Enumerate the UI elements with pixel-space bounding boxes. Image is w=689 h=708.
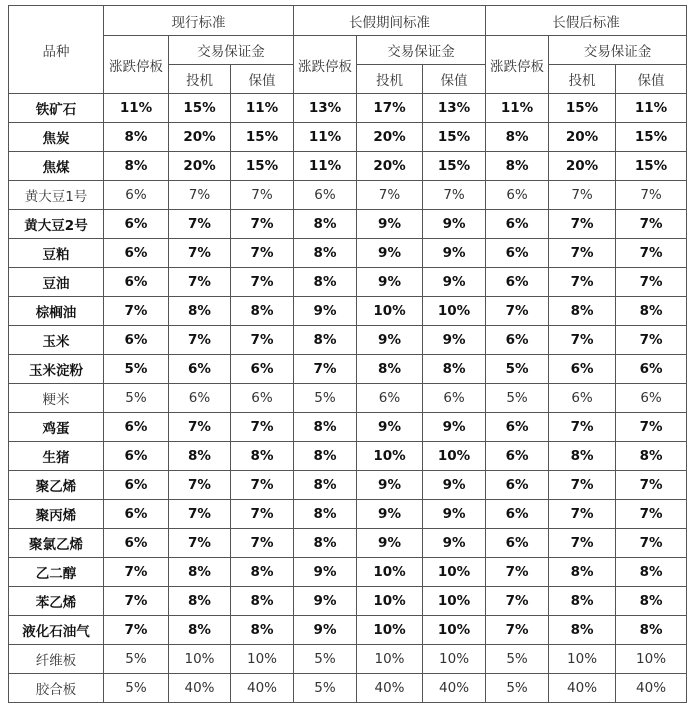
value-cell: 8% bbox=[549, 558, 616, 587]
value-cell: 9% bbox=[423, 500, 486, 529]
value-cell: 7% bbox=[616, 471, 687, 500]
value-cell: 7% bbox=[104, 558, 169, 587]
value-cell: 6% bbox=[169, 384, 231, 413]
value-cell: 6% bbox=[231, 355, 294, 384]
value-cell: 8% bbox=[169, 558, 231, 587]
value-cell: 6% bbox=[486, 471, 549, 500]
header-hedge-after: 保值 bbox=[616, 65, 687, 94]
variety-cell: 豆油 bbox=[9, 268, 104, 297]
table-row bbox=[9, 471, 687, 500]
value-cell: 8% bbox=[486, 152, 549, 181]
value-cell: 6% bbox=[104, 239, 169, 268]
value-cell: 40% bbox=[549, 674, 616, 703]
header-margin-current: 交易保证金 bbox=[169, 36, 294, 65]
header-limit-after: 涨跌停板 bbox=[486, 36, 549, 94]
value-cell: 10% bbox=[616, 645, 687, 674]
value-cell: 7% bbox=[169, 326, 231, 355]
value-cell: 9% bbox=[357, 268, 423, 297]
header-row-sub bbox=[9, 36, 687, 65]
table-row bbox=[9, 413, 687, 442]
header-variety: 品种 bbox=[9, 6, 104, 94]
value-cell: 9% bbox=[423, 529, 486, 558]
value-cell: 9% bbox=[357, 210, 423, 239]
value-cell: 9% bbox=[357, 239, 423, 268]
header-hedge-current: 保值 bbox=[231, 65, 294, 94]
variety-cell: 聚乙烯 bbox=[9, 471, 104, 500]
header-spec-current: 投机 bbox=[169, 65, 231, 94]
value-cell: 5% bbox=[294, 674, 357, 703]
value-cell: 8% bbox=[169, 587, 231, 616]
value-cell: 13% bbox=[423, 94, 486, 123]
value-cell: 9% bbox=[423, 471, 486, 500]
value-cell: 9% bbox=[357, 413, 423, 442]
value-cell: 7% bbox=[169, 268, 231, 297]
value-cell: 8% bbox=[294, 268, 357, 297]
value-cell: 9% bbox=[294, 558, 357, 587]
value-cell: 8% bbox=[231, 442, 294, 471]
value-cell: 7% bbox=[169, 181, 231, 210]
header-group-current: 现行标准 bbox=[104, 6, 294, 36]
table-row bbox=[9, 384, 687, 413]
value-cell: 7% bbox=[231, 239, 294, 268]
value-cell: 7% bbox=[486, 587, 549, 616]
value-cell: 10% bbox=[357, 297, 423, 326]
value-cell: 5% bbox=[104, 674, 169, 703]
value-cell: 10% bbox=[169, 645, 231, 674]
table-row bbox=[9, 500, 687, 529]
value-cell: 8% bbox=[104, 123, 169, 152]
value-cell: 7% bbox=[357, 181, 423, 210]
value-cell: 6% bbox=[486, 413, 549, 442]
variety-cell: 聚氯乙烯 bbox=[9, 529, 104, 558]
value-cell: 15% bbox=[549, 94, 616, 123]
table-row bbox=[9, 529, 687, 558]
value-cell: 10% bbox=[423, 297, 486, 326]
variety-cell: 液化石油气 bbox=[9, 616, 104, 645]
value-cell: 15% bbox=[423, 152, 486, 181]
value-cell: 7% bbox=[616, 413, 687, 442]
value-cell: 8% bbox=[231, 616, 294, 645]
value-cell: 40% bbox=[357, 674, 423, 703]
value-cell: 6% bbox=[104, 181, 169, 210]
value-cell: 7% bbox=[616, 326, 687, 355]
value-cell: 15% bbox=[169, 94, 231, 123]
value-cell: 15% bbox=[231, 123, 294, 152]
value-cell: 7% bbox=[169, 413, 231, 442]
header-limit-holiday: 涨跌停板 bbox=[294, 36, 357, 94]
value-cell: 7% bbox=[169, 529, 231, 558]
value-cell: 8% bbox=[616, 297, 687, 326]
value-cell: 7% bbox=[616, 181, 687, 210]
value-cell: 8% bbox=[231, 297, 294, 326]
value-cell: 6% bbox=[357, 384, 423, 413]
table-row bbox=[9, 326, 687, 355]
table-row bbox=[9, 152, 687, 181]
value-cell: 7% bbox=[169, 500, 231, 529]
value-cell: 7% bbox=[231, 471, 294, 500]
value-cell: 8% bbox=[294, 471, 357, 500]
value-cell: 17% bbox=[357, 94, 423, 123]
value-cell: 9% bbox=[294, 616, 357, 645]
value-cell: 5% bbox=[294, 384, 357, 413]
value-cell: 7% bbox=[231, 326, 294, 355]
value-cell: 7% bbox=[104, 297, 169, 326]
value-cell: 40% bbox=[169, 674, 231, 703]
variety-cell: 焦煤 bbox=[9, 152, 104, 181]
value-cell: 8% bbox=[294, 442, 357, 471]
value-cell: 15% bbox=[616, 123, 687, 152]
value-cell: 10% bbox=[423, 645, 486, 674]
value-cell: 5% bbox=[486, 384, 549, 413]
value-cell: 15% bbox=[423, 123, 486, 152]
variety-cell: 棕榈油 bbox=[9, 297, 104, 326]
value-cell: 5% bbox=[104, 355, 169, 384]
value-cell: 20% bbox=[357, 152, 423, 181]
value-cell: 8% bbox=[357, 355, 423, 384]
table-row bbox=[9, 616, 687, 645]
value-cell: 10% bbox=[357, 645, 423, 674]
value-cell: 10% bbox=[231, 645, 294, 674]
value-cell: 7% bbox=[231, 529, 294, 558]
value-cell: 10% bbox=[423, 587, 486, 616]
value-cell: 6% bbox=[104, 500, 169, 529]
value-cell: 20% bbox=[169, 123, 231, 152]
value-cell: 6% bbox=[486, 529, 549, 558]
value-cell: 8% bbox=[294, 500, 357, 529]
variety-cell: 鸡蛋 bbox=[9, 413, 104, 442]
value-cell: 7% bbox=[616, 529, 687, 558]
value-cell: 6% bbox=[104, 413, 169, 442]
value-cell: 6% bbox=[104, 471, 169, 500]
value-cell: 9% bbox=[423, 326, 486, 355]
value-cell: 10% bbox=[423, 558, 486, 587]
variety-cell: 黄大豆2号 bbox=[9, 210, 104, 239]
value-cell: 7% bbox=[423, 181, 486, 210]
value-cell: 6% bbox=[423, 384, 486, 413]
value-cell: 7% bbox=[549, 500, 616, 529]
header-spec-after: 投机 bbox=[549, 65, 616, 94]
value-cell: 8% bbox=[549, 616, 616, 645]
value-cell: 40% bbox=[616, 674, 687, 703]
value-cell: 5% bbox=[104, 645, 169, 674]
value-cell: 7% bbox=[549, 181, 616, 210]
value-cell: 7% bbox=[549, 239, 616, 268]
value-cell: 8% bbox=[486, 123, 549, 152]
value-cell: 7% bbox=[231, 413, 294, 442]
table-row bbox=[9, 123, 687, 152]
value-cell: 9% bbox=[423, 239, 486, 268]
variety-cell: 黄大豆1号 bbox=[9, 181, 104, 210]
value-cell: 20% bbox=[357, 123, 423, 152]
value-cell: 7% bbox=[169, 239, 231, 268]
value-cell: 7% bbox=[549, 471, 616, 500]
value-cell: 15% bbox=[231, 152, 294, 181]
variety-cell: 乙二醇 bbox=[9, 558, 104, 587]
value-cell: 20% bbox=[169, 152, 231, 181]
value-cell: 9% bbox=[294, 587, 357, 616]
value-cell: 6% bbox=[486, 181, 549, 210]
value-cell: 8% bbox=[616, 587, 687, 616]
value-cell: 9% bbox=[357, 326, 423, 355]
value-cell: 8% bbox=[169, 616, 231, 645]
variety-cell: 铁矿石 bbox=[9, 94, 104, 123]
value-cell: 7% bbox=[486, 297, 549, 326]
value-cell: 10% bbox=[423, 616, 486, 645]
table-row bbox=[9, 442, 687, 471]
value-cell: 7% bbox=[549, 529, 616, 558]
table-row bbox=[9, 674, 687, 703]
value-cell: 10% bbox=[357, 442, 423, 471]
value-cell: 5% bbox=[486, 645, 549, 674]
value-cell: 11% bbox=[616, 94, 687, 123]
value-cell: 9% bbox=[423, 413, 486, 442]
value-cell: 8% bbox=[549, 587, 616, 616]
value-cell: 7% bbox=[616, 500, 687, 529]
value-cell: 6% bbox=[486, 326, 549, 355]
value-cell: 6% bbox=[104, 529, 169, 558]
value-cell: 40% bbox=[423, 674, 486, 703]
variety-cell: 玉米淀粉 bbox=[9, 355, 104, 384]
value-cell: 5% bbox=[294, 645, 357, 674]
table-row bbox=[9, 94, 687, 123]
variety-cell: 粳米 bbox=[9, 384, 104, 413]
value-cell: 7% bbox=[616, 239, 687, 268]
value-cell: 8% bbox=[294, 210, 357, 239]
value-cell: 6% bbox=[486, 239, 549, 268]
value-cell: 6% bbox=[104, 210, 169, 239]
value-cell: 6% bbox=[486, 268, 549, 297]
value-cell: 8% bbox=[169, 442, 231, 471]
table-row bbox=[9, 181, 687, 210]
value-cell: 5% bbox=[104, 384, 169, 413]
value-cell: 6% bbox=[616, 355, 687, 384]
value-cell: 8% bbox=[616, 558, 687, 587]
header-row-groups bbox=[9, 6, 687, 36]
value-cell: 7% bbox=[486, 616, 549, 645]
table-row bbox=[9, 355, 687, 384]
value-cell: 8% bbox=[294, 326, 357, 355]
value-cell: 11% bbox=[231, 94, 294, 123]
value-cell: 10% bbox=[357, 558, 423, 587]
value-cell: 5% bbox=[486, 355, 549, 384]
value-cell: 6% bbox=[104, 326, 169, 355]
value-cell: 7% bbox=[231, 181, 294, 210]
variety-cell: 生猪 bbox=[9, 442, 104, 471]
value-cell: 10% bbox=[357, 616, 423, 645]
value-cell: 10% bbox=[549, 645, 616, 674]
value-cell: 7% bbox=[549, 210, 616, 239]
value-cell: 7% bbox=[169, 471, 231, 500]
value-cell: 20% bbox=[549, 123, 616, 152]
value-cell: 8% bbox=[169, 297, 231, 326]
value-cell: 5% bbox=[486, 674, 549, 703]
value-cell: 9% bbox=[357, 471, 423, 500]
table-row bbox=[9, 210, 687, 239]
value-cell: 8% bbox=[104, 152, 169, 181]
variety-cell: 豆粕 bbox=[9, 239, 104, 268]
value-cell: 13% bbox=[294, 94, 357, 123]
header-spec-holiday: 投机 bbox=[357, 65, 423, 94]
value-cell: 6% bbox=[294, 181, 357, 210]
value-cell: 8% bbox=[423, 355, 486, 384]
value-cell: 8% bbox=[294, 239, 357, 268]
value-cell: 9% bbox=[423, 210, 486, 239]
value-cell: 9% bbox=[423, 268, 486, 297]
value-cell: 10% bbox=[357, 587, 423, 616]
variety-cell: 苯乙烯 bbox=[9, 587, 104, 616]
value-cell: 6% bbox=[169, 355, 231, 384]
value-cell: 6% bbox=[486, 442, 549, 471]
value-cell: 6% bbox=[549, 384, 616, 413]
value-cell: 20% bbox=[549, 152, 616, 181]
table-row bbox=[9, 239, 687, 268]
value-cell: 11% bbox=[294, 152, 357, 181]
value-cell: 15% bbox=[616, 152, 687, 181]
value-cell: 8% bbox=[294, 529, 357, 558]
table-row bbox=[9, 297, 687, 326]
header-margin-after: 交易保证金 bbox=[549, 36, 687, 65]
value-cell: 7% bbox=[231, 500, 294, 529]
value-cell: 7% bbox=[104, 587, 169, 616]
value-cell: 9% bbox=[357, 529, 423, 558]
header-group-holiday: 长假期间标准 bbox=[294, 6, 486, 36]
table-row bbox=[9, 587, 687, 616]
table-row bbox=[9, 645, 687, 674]
value-cell: 7% bbox=[549, 413, 616, 442]
value-cell: 6% bbox=[616, 384, 687, 413]
variety-cell: 聚丙烯 bbox=[9, 500, 104, 529]
value-cell: 10% bbox=[423, 442, 486, 471]
table-row bbox=[9, 268, 687, 297]
value-cell: 40% bbox=[231, 674, 294, 703]
value-cell: 8% bbox=[231, 587, 294, 616]
value-cell: 7% bbox=[104, 616, 169, 645]
value-cell: 11% bbox=[294, 123, 357, 152]
value-cell: 6% bbox=[486, 210, 549, 239]
value-cell: 7% bbox=[231, 210, 294, 239]
value-cell: 6% bbox=[231, 384, 294, 413]
value-cell: 8% bbox=[549, 297, 616, 326]
value-cell: 7% bbox=[486, 558, 549, 587]
variety-cell: 纤维板 bbox=[9, 645, 104, 674]
header-hedge-holiday: 保值 bbox=[423, 65, 486, 94]
value-cell: 8% bbox=[616, 616, 687, 645]
value-cell: 7% bbox=[616, 210, 687, 239]
value-cell: 6% bbox=[104, 442, 169, 471]
variety-cell: 焦炭 bbox=[9, 123, 104, 152]
header-margin-holiday: 交易保证金 bbox=[357, 36, 486, 65]
margin-table bbox=[8, 5, 687, 703]
value-cell: 7% bbox=[231, 268, 294, 297]
value-cell: 6% bbox=[549, 355, 616, 384]
value-cell: 9% bbox=[357, 500, 423, 529]
value-cell: 6% bbox=[486, 500, 549, 529]
header-group-after: 长假后标准 bbox=[486, 6, 687, 36]
value-cell: 6% bbox=[104, 268, 169, 297]
value-cell: 9% bbox=[294, 297, 357, 326]
header-limit-current: 涨跌停板 bbox=[104, 36, 169, 94]
value-cell: 8% bbox=[231, 558, 294, 587]
value-cell: 7% bbox=[616, 268, 687, 297]
value-cell: 11% bbox=[486, 94, 549, 123]
value-cell: 8% bbox=[549, 442, 616, 471]
value-cell: 7% bbox=[294, 355, 357, 384]
variety-cell: 胶合板 bbox=[9, 674, 104, 703]
table-row bbox=[9, 558, 687, 587]
value-cell: 7% bbox=[549, 326, 616, 355]
variety-cell: 玉米 bbox=[9, 326, 104, 355]
value-cell: 8% bbox=[616, 442, 687, 471]
value-cell: 11% bbox=[104, 94, 169, 123]
value-cell: 8% bbox=[294, 413, 357, 442]
value-cell: 7% bbox=[549, 268, 616, 297]
value-cell: 7% bbox=[169, 210, 231, 239]
